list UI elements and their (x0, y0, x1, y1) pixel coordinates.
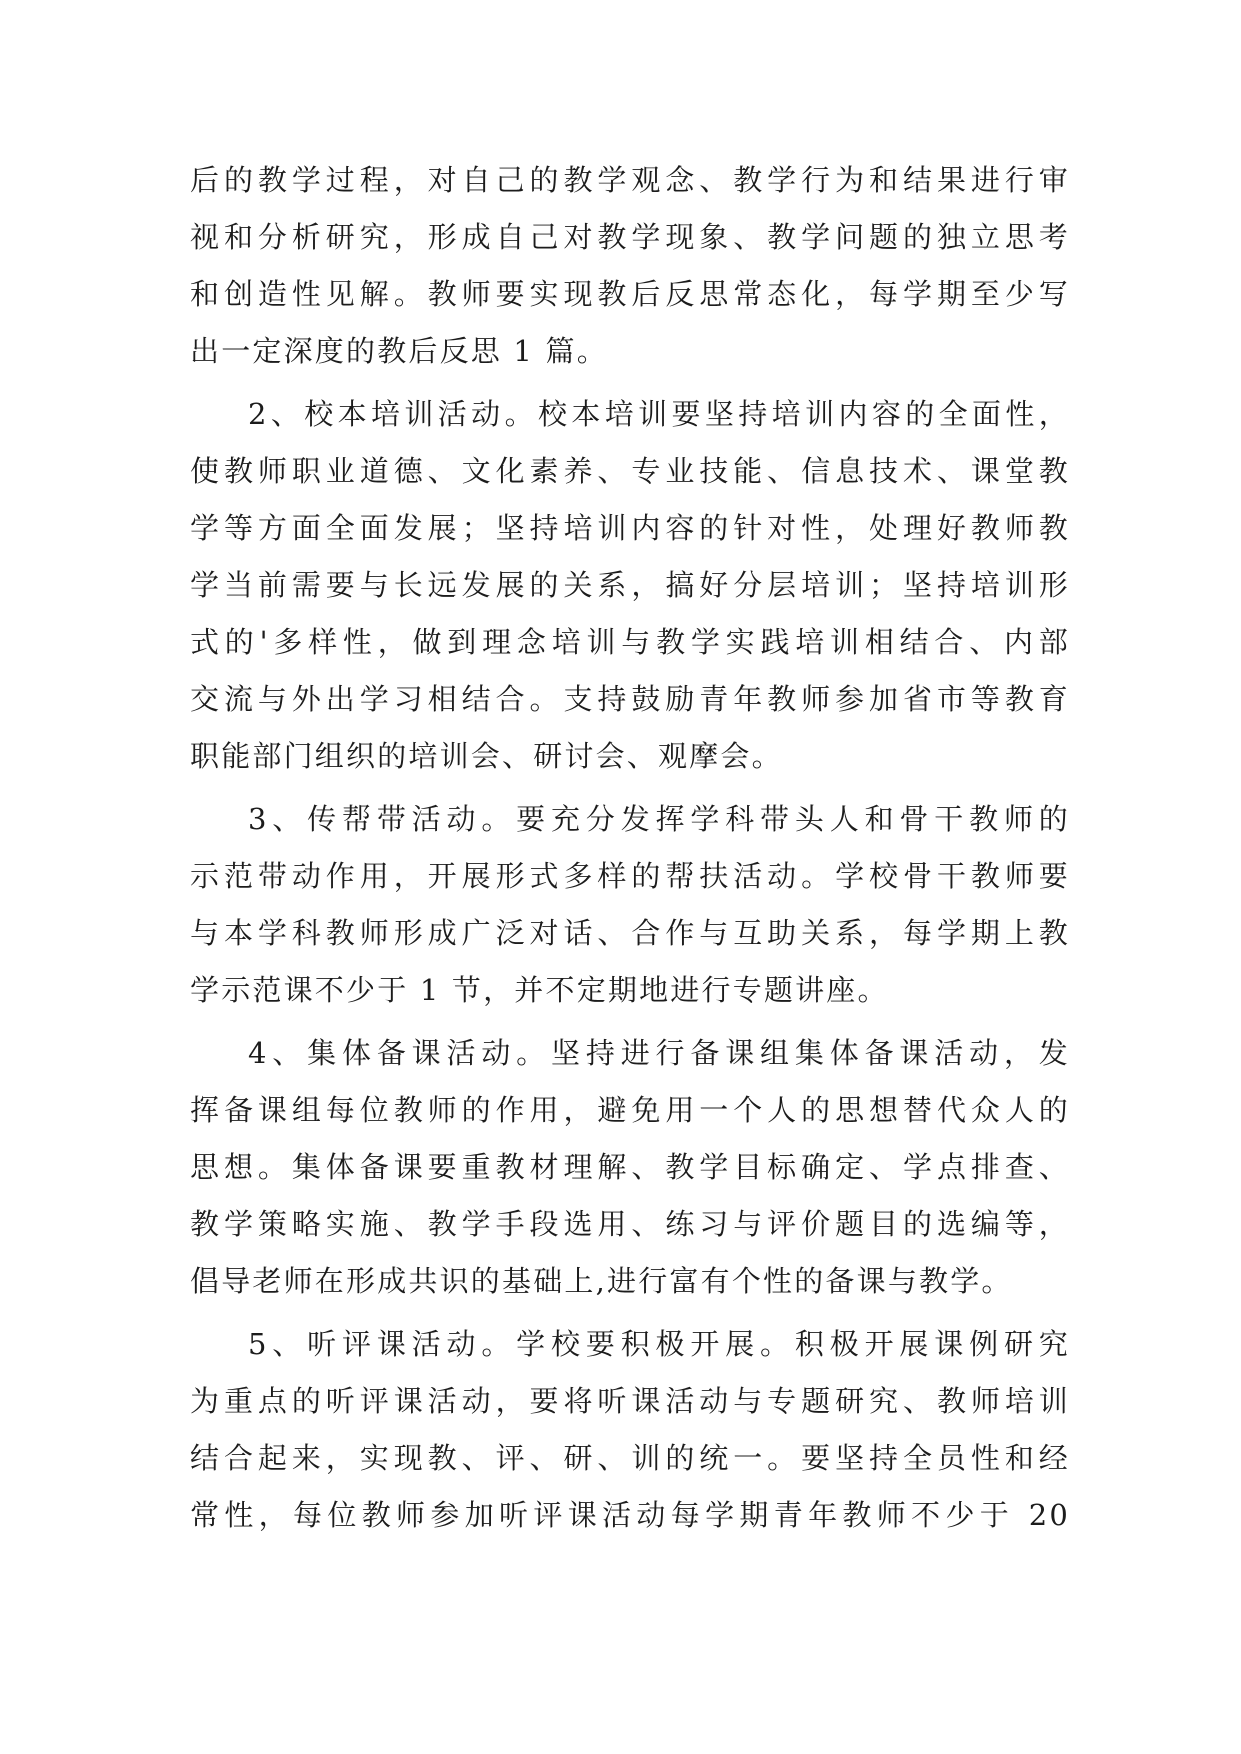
text-line: 为重点的听评课活动，要将听课活动与专题研究、教师培训 (190, 1384, 1070, 1418)
text-line: 常性，每位教师参加听评课活动每学期青年教师不少于 20 (190, 1498, 1070, 1532)
paragraph-heading-line: 3、传帮带活动。要充分发挥学科带头人和骨干教师的 (248, 802, 1070, 836)
paragraph-heading-line: 4、集体备课活动。坚持进行备课组集体备课活动，发 (248, 1036, 1070, 1070)
paragraph-heading-line: 5、听评课活动。学校要积极开展。积极开展课例研究 (248, 1327, 1070, 1361)
text-line: 出一定深度的教后反思 1 篇。 (190, 334, 608, 368)
text-line: 后的教学过程，对自己的教学观念、教学行为和结果进行审 (190, 163, 1070, 197)
text-line: 倡导老师在形成共识的基础上,进行富有个性的备课与教学。 (190, 1264, 1013, 1298)
text-line: 与本学科教师形成广泛对话、合作与互助关系，每学期上教 (190, 916, 1070, 950)
text-line: 学示范课不少于 1 节，并不定期地进行专题讲座。 (190, 973, 889, 1007)
text-line: 教学策略实施、教学手段选用、练习与评价题目的选编等， (190, 1207, 1070, 1241)
text-line: 示范带动作用，开展形式多样的帮扶活动。学校骨干教师要 (190, 859, 1070, 893)
text-line: 思想。集体备课要重教材理解、教学目标确定、学点排查、 (190, 1150, 1070, 1184)
text-line: 视和分析研究，形成自己对教学现象、教学问题的独立思考 (190, 220, 1070, 254)
text-line: 结合起来，实现教、评、研、训的统一。要坚持全员性和经 (190, 1441, 1070, 1475)
text-line: 学等方面全面发展；坚持培训内容的针对性，处理好教师教 (190, 511, 1070, 545)
text-line: 学当前需要与长远发展的关系，搞好分层培训；坚持培训形 (190, 568, 1070, 602)
text-line: 挥备课组每位教师的作用，避免用一个人的思想替代众人的 (190, 1093, 1070, 1127)
text-line: 职能部门组织的培训会、研讨会、观摩会。 (190, 739, 783, 773)
text-line: 使教师职业道德、文化素养、专业技能、信息技术、课堂教 (190, 454, 1070, 488)
text-line: 交流与外出学习相结合。支持鼓励青年教师参加省市等教育 (190, 682, 1070, 716)
text-line: 和创造性见解。教师要实现教后反思常态化，每学期至少写 (190, 277, 1070, 311)
text-line: 式的'多样性，做到理念培训与教学实践培训相结合、内部 (190, 625, 1070, 659)
paragraph-heading-line: 2、校本培训活动。校本培训要坚持培训内容的全面性， (248, 397, 1070, 431)
